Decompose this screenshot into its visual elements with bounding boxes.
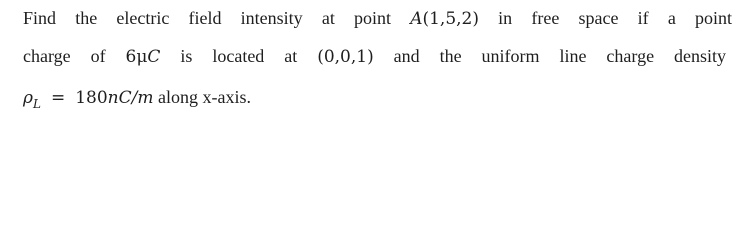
density-value: 180 (75, 88, 108, 108)
line1-text-after: in free space if a point (479, 8, 732, 28)
charge-location: (0,0,1) (317, 47, 374, 67)
line3-text-along: along (153, 87, 203, 107)
line2-text-after: and the uniform line charge density (373, 46, 727, 66)
line1-text-before: Find the electric field intensity at point (23, 8, 411, 28)
charge-unit-micro: μ (136, 47, 148, 67)
point-label: A (410, 9, 423, 29)
axis-label: x-axis. (202, 87, 251, 107)
point-coordinates: (1,5,2) (422, 9, 479, 29)
rho-symbol: ρ (23, 88, 33, 108)
equals-sign: = (50, 88, 66, 108)
line2-text-middle: is located at (160, 46, 318, 66)
density-unit: nC/m (107, 88, 154, 108)
problem-line-3 (23, 84, 251, 110)
problem-line-2 (23, 43, 726, 69)
rho-subscript: L (33, 97, 41, 111)
charge-value: 6 (125, 47, 137, 67)
line2-text-before: charge of (23, 46, 126, 66)
problem-line-1 (23, 5, 732, 31)
charge-unit-coulomb: C (147, 47, 161, 67)
